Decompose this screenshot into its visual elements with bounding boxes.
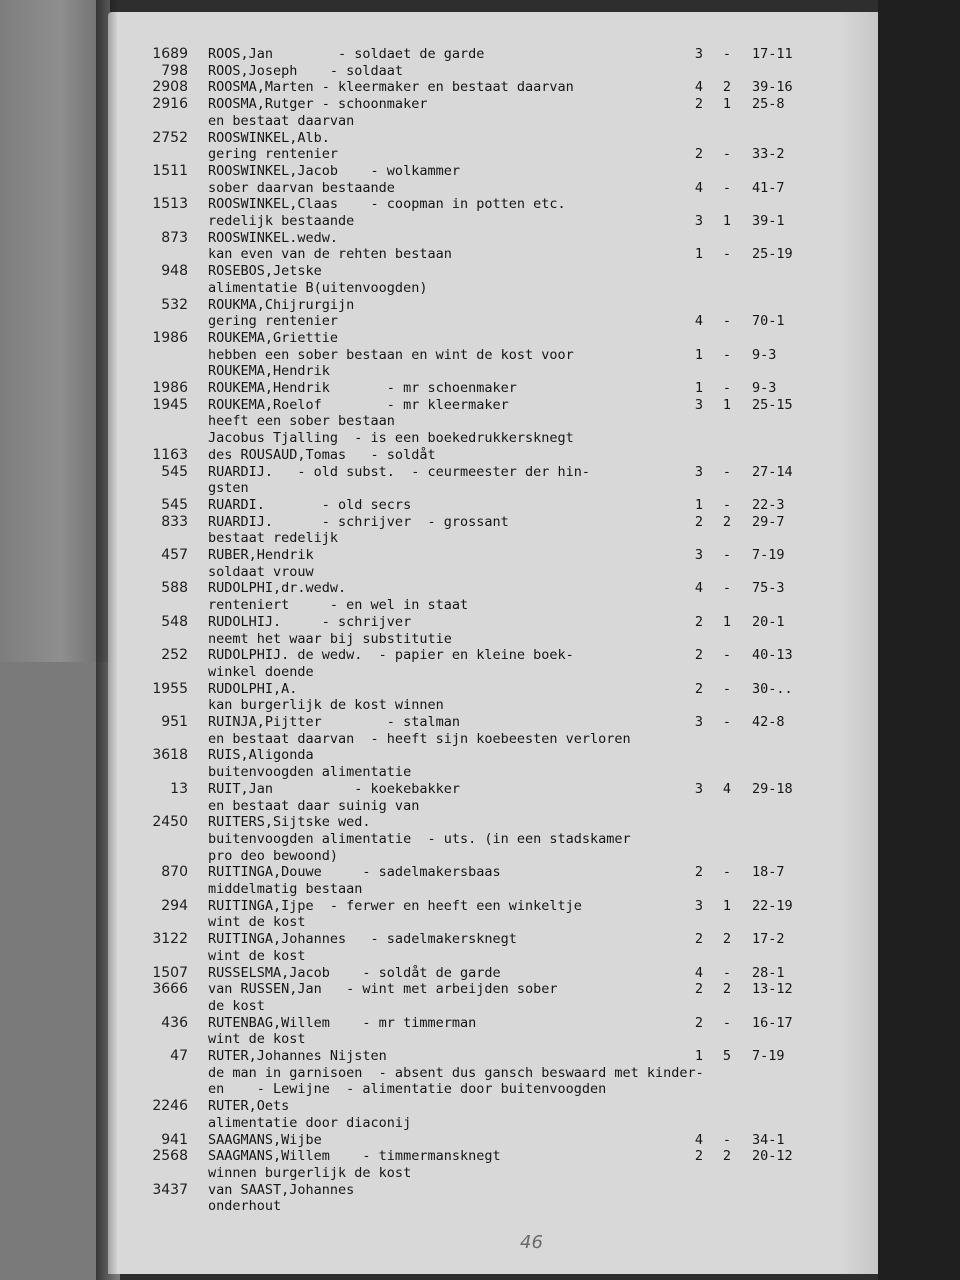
register-line bbox=[0, 580, 960, 597]
entry-number: 545 bbox=[161, 496, 188, 513]
entry-text: RUARDIJ. - schrijver - grossant bbox=[208, 513, 509, 530]
entry-amount: 25-19 bbox=[752, 246, 793, 263]
register-line bbox=[0, 497, 960, 514]
register-line bbox=[0, 63, 960, 80]
entry-text: kan burgerlijk de kost winnen bbox=[208, 697, 444, 714]
entry-number: 1986 bbox=[152, 380, 188, 396]
entry-number: 873 bbox=[161, 229, 188, 246]
register-line bbox=[0, 79, 960, 96]
entry-text: pro deo bewoond) bbox=[208, 847, 339, 864]
entry-count-1: 3 bbox=[694, 780, 704, 797]
register-line bbox=[0, 714, 960, 731]
entry-amount: 28-1 bbox=[752, 964, 785, 981]
entry-text: SAAGMANS,Willem - timmermansknegt bbox=[208, 1148, 501, 1165]
register-line bbox=[0, 814, 960, 831]
entry-number: 948 bbox=[161, 263, 188, 280]
entry-count-2: - bbox=[722, 714, 732, 730]
entry-count-1: 2 bbox=[694, 864, 704, 881]
entry-text: soldaat vrouw bbox=[208, 563, 314, 580]
register-line bbox=[0, 1148, 960, 1165]
entry-text: onderhout bbox=[208, 1198, 282, 1215]
register-line bbox=[0, 597, 960, 614]
entry-count-1: 4 bbox=[694, 79, 704, 96]
entry-text: en bestaat daar suinig van bbox=[208, 797, 420, 814]
entry-amount: 17-11 bbox=[752, 46, 793, 62]
entry-number: 951 bbox=[161, 714, 188, 730]
entry-text: de man in garnisoen - absent dus gansch beswaard met kinder- bbox=[208, 1064, 704, 1081]
entry-text: winnen burgerlijk de kost bbox=[208, 1164, 412, 1181]
entry-count-2: - bbox=[722, 1131, 732, 1148]
entry-amount: 30-.. bbox=[752, 680, 793, 697]
entry-text: ROUKEMA,Hendrik - mr schoenmaker bbox=[208, 380, 517, 396]
entry-text: RUDOLPHI,A. bbox=[208, 680, 298, 697]
entry-amount: 33-2 bbox=[752, 146, 785, 163]
register-line bbox=[0, 163, 960, 180]
entry-count-1: 4 bbox=[694, 1131, 704, 1148]
entry-number: 2450 bbox=[152, 814, 188, 831]
entry-number: 1511 bbox=[152, 162, 188, 179]
entry-text: RUSSELSMA,Jacob - soldåt de garde bbox=[208, 964, 501, 981]
entry-text: ROOSWINKEL,Alb. bbox=[208, 129, 330, 146]
entry-text: ROUKMA,Chijrurgijn bbox=[208, 296, 355, 313]
register-line bbox=[0, 731, 960, 748]
entry-number: 436 bbox=[161, 1014, 188, 1031]
entry-count-1: 1 bbox=[694, 346, 704, 363]
entry-count-2: - bbox=[722, 46, 732, 62]
entry-text: wint de kost bbox=[208, 947, 306, 964]
entry-count-2: - bbox=[722, 380, 732, 396]
register-line bbox=[0, 1031, 960, 1048]
entry-count-1: 1 bbox=[694, 380, 704, 396]
entry-text: RUITINGA,Douwe - sadelmakersbaas bbox=[208, 864, 501, 881]
register-line bbox=[0, 96, 960, 113]
entry-number: 13 bbox=[170, 780, 188, 797]
entry-amount: 16-17 bbox=[752, 1014, 793, 1031]
entry-number: 798 bbox=[161, 62, 188, 79]
entry-amount: 39-16 bbox=[752, 79, 793, 96]
register-line bbox=[0, 380, 960, 397]
entry-text: ROOSWINKEL.wedw. bbox=[208, 229, 339, 246]
register-line bbox=[0, 914, 960, 931]
entry-text: Jacobus Tjalling - is een boekedrukkersknegt bbox=[208, 430, 574, 447]
entry-amount: 13-12 bbox=[752, 981, 793, 998]
entry-text: RUARDIJ. - old subst. - ceurmeester der hin- bbox=[208, 463, 591, 480]
entry-number: 3122 bbox=[152, 931, 188, 948]
entry-amount: 41-7 bbox=[752, 179, 785, 196]
register-line bbox=[0, 430, 960, 447]
register-line bbox=[0, 1165, 960, 1182]
entry-text: RUITINGA,Johannes - sadelmakersknegt bbox=[208, 931, 517, 948]
entry-number: 588 bbox=[161, 580, 188, 597]
register-line bbox=[0, 781, 960, 798]
entry-count-1: 2 bbox=[694, 680, 704, 697]
register-line bbox=[0, 965, 960, 982]
entry-count-2: 1 bbox=[722, 897, 732, 914]
entry-count-1: 4 bbox=[694, 179, 704, 196]
entry-number: 833 bbox=[161, 513, 188, 530]
register-line bbox=[0, 1132, 960, 1149]
entry-number: 294 bbox=[161, 897, 188, 914]
entry-text: middelmatig bestaan bbox=[208, 881, 363, 897]
entry-count-1: 3 bbox=[694, 46, 704, 62]
entry-text: bestaat redelijk bbox=[208, 530, 339, 547]
register-line bbox=[0, 931, 960, 948]
entry-text: RUARDI. - old secrs bbox=[208, 496, 412, 513]
entry-count-2: 2 bbox=[722, 931, 732, 948]
register-line bbox=[0, 614, 960, 631]
entry-number: 3666 bbox=[152, 981, 188, 998]
entry-amount: 39-1 bbox=[752, 213, 785, 229]
entry-text: RUTER,Oets bbox=[208, 1098, 290, 1115]
entry-count-1: 3 bbox=[694, 547, 704, 563]
register-line bbox=[0, 948, 960, 965]
entry-number: 2916 bbox=[152, 96, 188, 113]
entry-text: RUITINGA,Ijpe - ferwer en heeft een winkeltje bbox=[208, 897, 582, 914]
entry-count-1: 2 bbox=[694, 981, 704, 998]
entry-text: RUDOLPHIJ. de wedw. - papier en kleine boek- bbox=[208, 647, 574, 664]
entry-count-2: - bbox=[722, 647, 732, 664]
register-line bbox=[0, 347, 960, 364]
register-line bbox=[0, 881, 960, 898]
entry-text: ROUKEMA,Hendrik bbox=[208, 363, 330, 380]
entry-text: heeft een sober bestaan bbox=[208, 413, 395, 430]
entry-count-2: 1 bbox=[722, 213, 732, 229]
entry-text: en - Lewijne - alimentatie door buitenvoogden bbox=[208, 1081, 607, 1098]
entry-text: renteniert - en wel in staat bbox=[208, 597, 469, 614]
entry-text: des ROUSAUD,Tomas - soldåt bbox=[208, 446, 436, 463]
entry-count-1: 2 bbox=[694, 146, 704, 163]
register-line bbox=[0, 1048, 960, 1065]
entry-number: 2568 bbox=[152, 1148, 188, 1165]
entry-number: 1507 bbox=[152, 964, 188, 981]
entry-count-1: 3 bbox=[694, 463, 704, 480]
entry-count-1: 2 bbox=[694, 513, 704, 530]
register-line bbox=[0, 1081, 960, 1098]
entry-text: ROOSWINKEL,Jacob - wolkammer bbox=[208, 162, 460, 179]
entry-count-1: 2 bbox=[694, 96, 704, 113]
register-line bbox=[0, 263, 960, 280]
entry-count-1: 4 bbox=[694, 580, 704, 597]
entry-count-2: - bbox=[722, 864, 732, 881]
register-line bbox=[0, 363, 960, 380]
register-line bbox=[0, 213, 960, 230]
register-line bbox=[0, 1198, 960, 1215]
entry-number: 2752 bbox=[152, 129, 188, 146]
entry-number: 47 bbox=[170, 1048, 188, 1064]
entry-text: ROUKEMA,Griettie bbox=[208, 329, 339, 346]
register-line bbox=[0, 981, 960, 998]
entry-count-1: 3 bbox=[694, 396, 704, 413]
register-line bbox=[0, 747, 960, 764]
entry-count-2: 2 bbox=[722, 1148, 732, 1165]
entry-text: kan even van de rehten bestaan bbox=[208, 246, 452, 263]
entry-count-1: 2 bbox=[694, 613, 704, 630]
entry-text: redelijk bestaande bbox=[208, 213, 355, 229]
entry-count-1: 2 bbox=[694, 1014, 704, 1031]
entry-text: ROOSMA,Rutger - schoonmaker bbox=[208, 96, 428, 113]
register-line bbox=[0, 297, 960, 314]
entry-text: van RUSSEN,Jan - wint met arbeijden sober bbox=[208, 981, 558, 998]
register-line bbox=[0, 280, 960, 297]
entry-number: 1163 bbox=[152, 446, 188, 463]
entry-count-2: - bbox=[722, 580, 732, 597]
entry-text: RUDOLPHI,dr.wedw. bbox=[208, 580, 347, 597]
entry-number: 1513 bbox=[152, 196, 188, 213]
entry-count-2: 2 bbox=[722, 981, 732, 998]
register-line bbox=[0, 530, 960, 547]
register-line bbox=[0, 130, 960, 147]
register-line bbox=[0, 447, 960, 464]
entry-amount: 70-1 bbox=[752, 313, 785, 330]
register-line bbox=[0, 647, 960, 664]
entry-text: ROOSMA,Marten - kleermaker en bestaat daarvan bbox=[208, 79, 574, 96]
entry-count-2: - bbox=[722, 313, 732, 330]
register-line bbox=[0, 180, 960, 197]
entry-number: 1945 bbox=[152, 396, 188, 413]
register-line bbox=[0, 246, 960, 263]
register-line bbox=[0, 196, 960, 213]
entry-number: 3437 bbox=[152, 1181, 188, 1198]
entry-text: RUTER,Johannes Nijsten bbox=[208, 1048, 387, 1064]
entry-count-2: 5 bbox=[722, 1048, 732, 1064]
register-line bbox=[0, 413, 960, 430]
entry-text: buitenvoogden alimentatie - uts. (in een stadskamer bbox=[208, 830, 631, 847]
register-line bbox=[0, 230, 960, 247]
entry-amount: 75-3 bbox=[752, 580, 785, 597]
entry-text: wint de kost bbox=[208, 1031, 306, 1048]
entry-text: ROUKEMA,Roelof - mr kleermaker bbox=[208, 396, 509, 413]
entry-text: sober daarvan bestaande bbox=[208, 179, 395, 196]
register-line bbox=[0, 664, 960, 681]
entry-text: ROSEBOS,Jetske bbox=[208, 263, 322, 280]
entry-text: neemt het waar bij substitutie bbox=[208, 630, 452, 647]
entry-number: 3618 bbox=[152, 747, 188, 764]
register-line bbox=[0, 898, 960, 915]
entry-amount: 22-3 bbox=[752, 496, 785, 513]
register-line bbox=[0, 1015, 960, 1032]
entry-amount: 20-12 bbox=[752, 1148, 793, 1165]
entry-count-2: - bbox=[722, 680, 732, 697]
register-line bbox=[0, 564, 960, 581]
register-line bbox=[0, 1115, 960, 1132]
entry-amount: 34-1 bbox=[752, 1131, 785, 1148]
entry-amount: 7-19 bbox=[752, 1048, 785, 1064]
register-line bbox=[0, 1182, 960, 1199]
register-line bbox=[0, 480, 960, 497]
entry-number: 1689 bbox=[152, 46, 188, 62]
entry-count-2: 1 bbox=[722, 96, 732, 113]
entry-text: ROOSWINKEL,Claas - coopman in potten etc. bbox=[208, 196, 566, 213]
entry-text: van SAAST,Johannes bbox=[208, 1181, 355, 1198]
entry-count-1: 2 bbox=[694, 931, 704, 948]
register-line bbox=[0, 464, 960, 481]
entry-text: gering rentenier bbox=[208, 146, 339, 163]
entry-number: 1955 bbox=[152, 680, 188, 697]
entry-count-1: 2 bbox=[694, 647, 704, 664]
entry-amount: 25-8 bbox=[752, 96, 785, 113]
entry-count-2: - bbox=[722, 547, 732, 563]
entry-count-1: 3 bbox=[694, 714, 704, 730]
entry-amount: 29-18 bbox=[752, 780, 793, 797]
entry-count-2: - bbox=[722, 496, 732, 513]
register-line bbox=[0, 146, 960, 163]
entry-count-1: 1 bbox=[694, 1048, 704, 1064]
entry-number: 532 bbox=[161, 296, 188, 313]
entry-text: RUBER,Hendrik bbox=[208, 547, 314, 563]
entry-text: alimentatie B(uitenvoogden) bbox=[208, 279, 428, 296]
entry-count-1: 3 bbox=[694, 897, 704, 914]
entry-count-2: 1 bbox=[722, 613, 732, 630]
register-line bbox=[0, 113, 960, 130]
entry-number: 252 bbox=[161, 647, 188, 664]
entry-amount: 27-14 bbox=[752, 463, 793, 480]
entry-amount: 29-7 bbox=[752, 513, 785, 530]
entry-text: alimentatie door diaconij bbox=[208, 1114, 412, 1131]
entry-count-2: - bbox=[722, 246, 732, 263]
entry-amount: 7-19 bbox=[752, 547, 785, 563]
entry-text: RUINJA,Pijtter - stalman bbox=[208, 714, 460, 730]
register-line bbox=[0, 681, 960, 698]
register-line bbox=[0, 46, 960, 63]
entry-text: de kost bbox=[208, 997, 265, 1014]
register-line bbox=[0, 798, 960, 815]
entry-text: winkel doende bbox=[208, 663, 314, 680]
entry-text: gering rentenier bbox=[208, 313, 339, 330]
entry-count-2: - bbox=[722, 346, 732, 363]
entry-count-1: 2 bbox=[694, 1148, 704, 1165]
entry-count-2: - bbox=[722, 146, 732, 163]
entry-text: ROOS,Jan - soldaet de garde bbox=[208, 46, 485, 62]
entry-number: 1986 bbox=[152, 329, 188, 346]
entry-count-2: - bbox=[722, 179, 732, 196]
entry-count-2: - bbox=[722, 964, 732, 981]
entry-number: 2246 bbox=[152, 1098, 188, 1115]
entry-number: 941 bbox=[161, 1131, 188, 1148]
entry-count-1: 1 bbox=[694, 246, 704, 263]
register-line bbox=[0, 1098, 960, 1115]
register-line bbox=[0, 831, 960, 848]
register-line bbox=[0, 514, 960, 531]
entry-number: 2908 bbox=[152, 79, 188, 96]
entry-amount: 18-7 bbox=[752, 864, 785, 881]
entry-amount: 17-2 bbox=[752, 931, 785, 948]
entry-count-2: - bbox=[722, 463, 732, 480]
entry-text: hebben een sober bestaan en wint de kost voor bbox=[208, 346, 574, 363]
register-line bbox=[0, 998, 960, 1015]
entry-number: 457 bbox=[161, 547, 188, 563]
entry-number: 548 bbox=[161, 613, 188, 630]
register-line bbox=[0, 397, 960, 414]
entry-amount: 22-19 bbox=[752, 897, 793, 914]
register-line bbox=[0, 631, 960, 648]
entry-amount: 9-3 bbox=[752, 380, 777, 396]
register-line bbox=[0, 547, 960, 564]
entry-amount: 9-3 bbox=[752, 346, 777, 363]
entry-text: en bestaat daarvan bbox=[208, 112, 355, 129]
register-line bbox=[0, 313, 960, 330]
entry-count-1: 1 bbox=[694, 496, 704, 513]
entry-amount: 42-8 bbox=[752, 714, 785, 730]
register-line bbox=[0, 764, 960, 781]
register-line bbox=[0, 864, 960, 881]
entry-number: 545 bbox=[161, 463, 188, 480]
entry-number: 870 bbox=[161, 864, 188, 881]
entry-count-1: 4 bbox=[694, 313, 704, 330]
register-line bbox=[0, 330, 960, 347]
entry-text: wint de kost bbox=[208, 914, 306, 931]
entry-text: RUIT,Jan - koekebakker bbox=[208, 780, 460, 797]
register-line bbox=[0, 848, 960, 865]
entry-text: RUITERS,Sijtske wed. bbox=[208, 814, 371, 831]
entry-amount: 40-13 bbox=[752, 647, 793, 664]
entry-text: RUIS,Aligonda bbox=[208, 747, 314, 764]
entry-count-1: 3 bbox=[694, 213, 704, 229]
entry-text: gsten bbox=[208, 480, 249, 497]
entry-text: ROOS,Joseph - soldaat bbox=[208, 62, 404, 79]
entry-count-2: 1 bbox=[722, 396, 732, 413]
entry-amount: 20-1 bbox=[752, 613, 785, 630]
register-line bbox=[0, 1065, 960, 1082]
page-number: 46 bbox=[520, 1232, 543, 1253]
entry-count-2: - bbox=[722, 1014, 732, 1031]
entry-text: SAAGMANS,Wijbe bbox=[208, 1131, 322, 1148]
entry-count-2: 4 bbox=[722, 780, 732, 797]
entry-count-2: 2 bbox=[722, 513, 732, 530]
entry-text: en bestaat daarvan - heeft sijn koebeesten verloren bbox=[208, 730, 631, 747]
entry-text: RUTENBAG,Willem - mr timmerman bbox=[208, 1014, 477, 1031]
entry-text: RUDOLHIJ. - schrijver bbox=[208, 613, 412, 630]
entry-text: buitenvoogden alimentatie bbox=[208, 764, 412, 781]
entry-amount: 25-15 bbox=[752, 396, 793, 413]
register-line bbox=[0, 697, 960, 714]
entry-count-2: 2 bbox=[722, 79, 732, 96]
entry-count-1: 4 bbox=[694, 964, 704, 981]
